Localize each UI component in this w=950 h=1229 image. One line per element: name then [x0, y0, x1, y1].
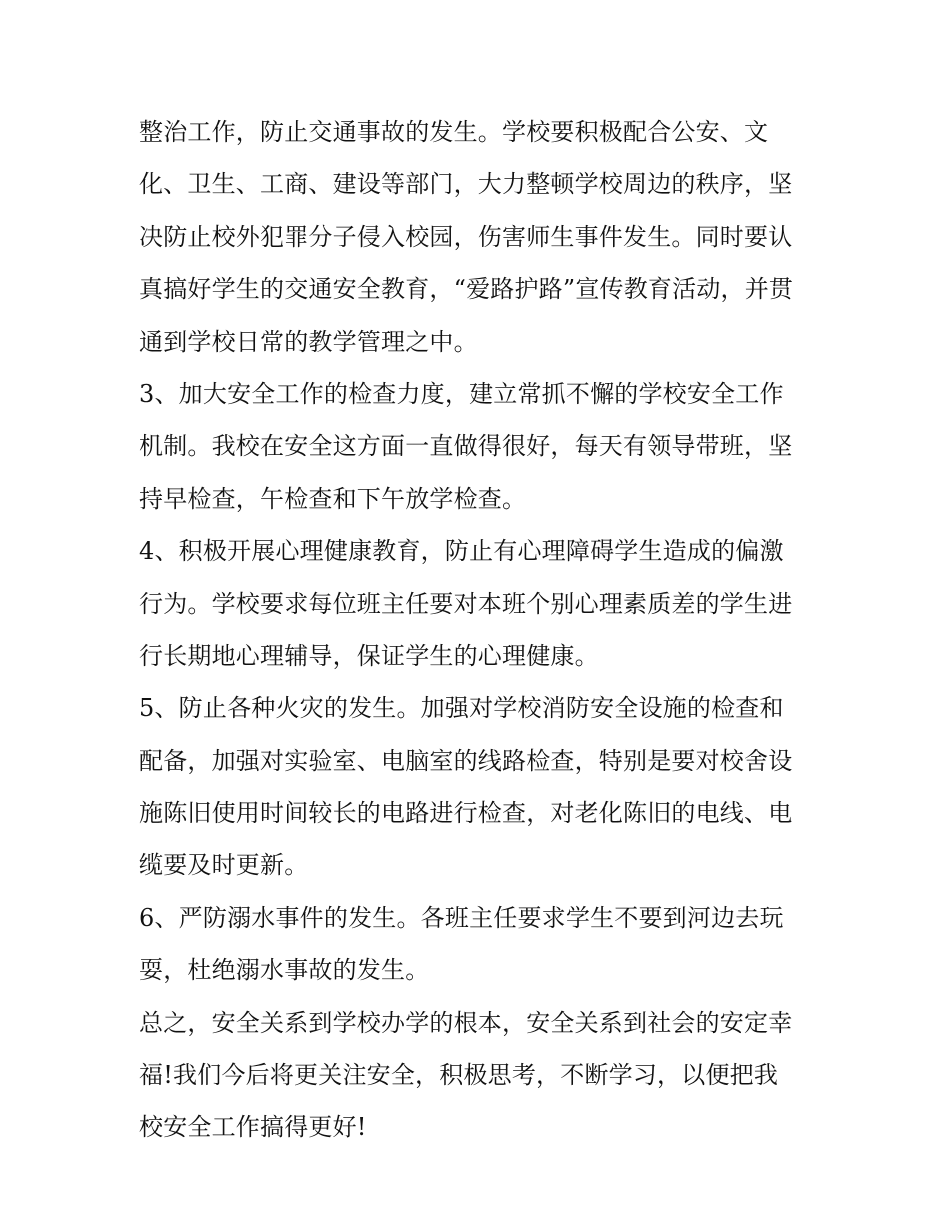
text-line: 行长期地心理辅导，保证学生的心理健康。 [139, 641, 599, 670]
text-line: 施陈旧使用时间较长的电路进行检查，对老化陈旧的电线、电 [139, 799, 793, 828]
text-line: 通到学校日常的教学管理之中。 [139, 327, 478, 356]
text-line: 行为。学校要求每位班主任要对本班个别心理素质差的学生进 [139, 589, 793, 618]
text-line: 缆要及时更新。 [139, 851, 309, 880]
text-line: 持早检查，午检查和下午放学检查。 [139, 484, 527, 513]
text-line: 整治工作，防止交通事故的发生。学校要积极配合公安、文 [139, 118, 769, 146]
text-line: 真搞好学生的交通安全教育，“爱路护路”宣传教育活动，并贯 [139, 275, 794, 304]
text-line: 福!我们今后将更关注安全，积极思考，不断学习，以便把我 [139, 1061, 779, 1090]
text-line: 3、加大安全工作的检查力度，建立常抓不懈的学校安全工作 [139, 379, 784, 408]
text-line: 机制。我校在安全这方面一直做得很好，每天有领导带班，坚 [139, 432, 793, 461]
text-line: 6、严防溺水事件的发生。各班主任要求学生不要到河边去玩 [139, 903, 784, 932]
text-line: 决防止校外犯罪分子侵入校园，伤害师生事件发生。同时要认 [139, 222, 793, 251]
text-line: 校安全工作搞得更好! [139, 1113, 367, 1142]
document-body [139, 106, 819, 1154]
text-line: 化、卫生、工商、建设等部门，大力整顿学校周边的秩序，坚 [139, 170, 793, 199]
text-line: 5、防止各种火灾的发生。加强对学校消防安全设施的检查和 [139, 694, 784, 723]
text-line: 总之，安全关系到学校办学的根本，安全关系到社会的安定幸 [139, 1008, 793, 1037]
text-line: 4、积极开展心理健康教育，防止有心理障碍学生造成的偏激 [139, 537, 784, 566]
text-line: 耍，杜绝溺水事故的发生。 [139, 956, 430, 985]
text-line: 配备，加强对实验室、电脑室的线路检查，特别是要对校舍设 [139, 746, 793, 775]
